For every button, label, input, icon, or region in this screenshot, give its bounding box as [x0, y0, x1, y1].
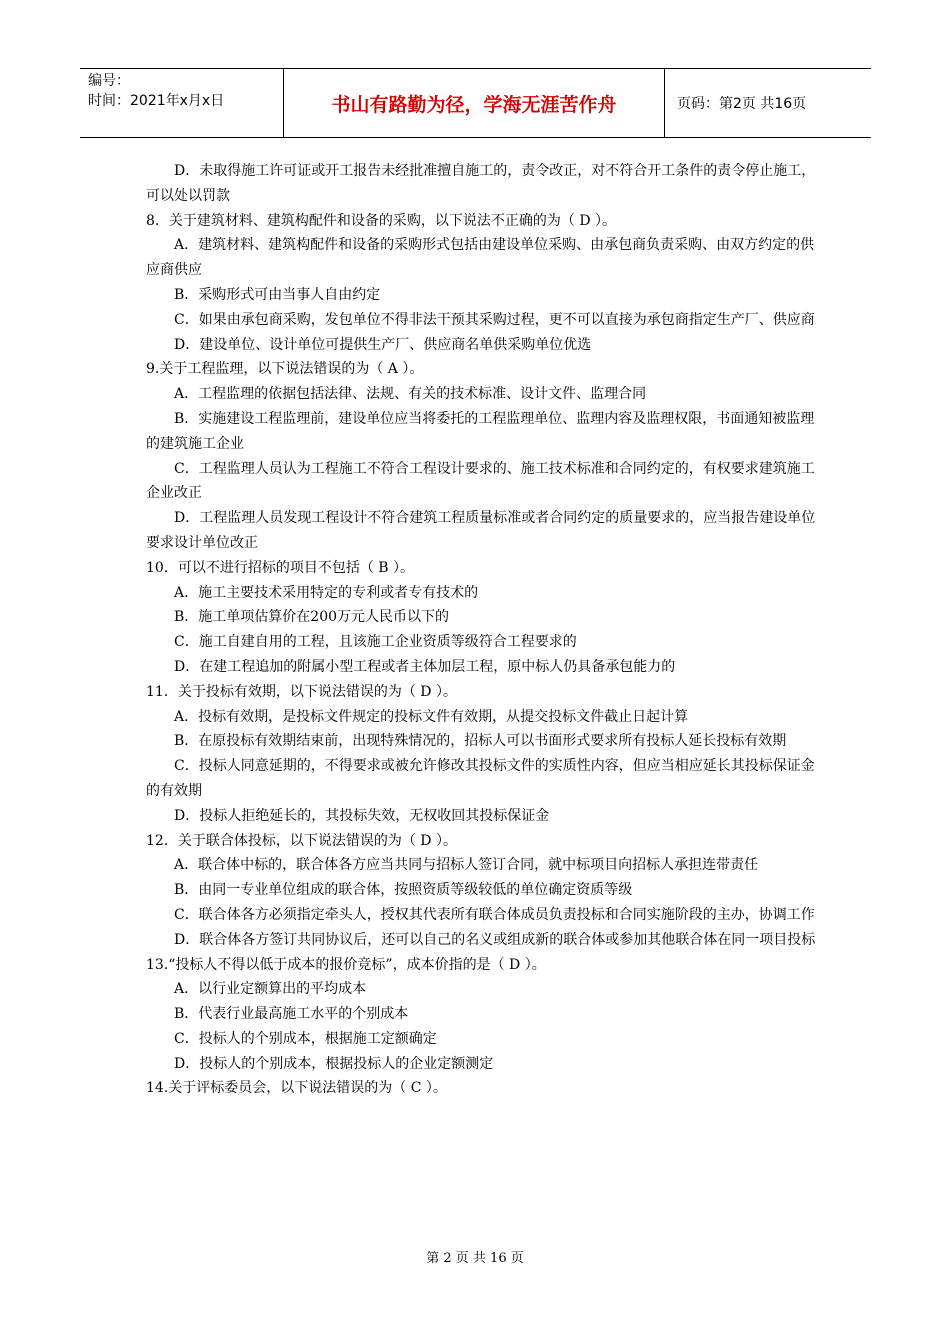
answer-option: D．建设单位、设计单位可提供生产厂、供应商名单供采购单位优选 [174, 336, 592, 353]
header-page-info: 页码：第2页 共16页 [677, 96, 807, 112]
answer-option: B．在原投标有效期结束前，出现特殊情况的，招标人可以书面形式要求所有投标人延长投标有效期 [174, 733, 787, 750]
answer-option: A．工程监理的依据包括法律、法规、有关的技术标准、设计文件、监理合同 [174, 386, 647, 403]
answer-option: B．采购形式可由当事人自由约定 [174, 286, 381, 303]
answer-option: A．联合体中标的，联合体各方应当共同与招标人签订合同，就中标项目向招标人承担连带责任 [174, 857, 759, 874]
answer-option: D．未取得施工许可证或开工报告未经批准擅自施工的，责令改正，对不符合开工条件的责令停止施工，可以处以罚款 [146, 163, 816, 204]
answer-option: A．施工主要技术采用特定的专利或者专有技术的 [174, 584, 479, 601]
answer-option: D．投标人的个别成本，根据投标人的企业定额测定 [174, 1055, 494, 1072]
header-motto: 书山有路勤为径，学海无涯苦作舟 [284, 69, 665, 137]
answer-option: A．以行业定额算出的平均成本 [174, 981, 367, 998]
answer-option: A．建筑材料、建筑构配件和设备的采购形式包括由建设单位采购、由承包商负责采购、由双方约定的供应商供应 [146, 237, 815, 279]
answer-option: D．投标人拒绝延长的，其投标失效，无权收回其投标保证金 [174, 807, 550, 824]
answer-option: D．联合体各方签订共同协议后，还可以自己的名义或组成新的联合体或参加其他联合体在同一项目投标 [174, 931, 816, 948]
answer-option: B．施工单项估算价在200万元人民币以下的 [174, 609, 450, 626]
answer-option: C．投标人的个别成本，根据施工定额确定 [174, 1030, 437, 1047]
answer-option: C．施工自建自用的工程，且该施工企业资质等级符合工程要求的 [174, 634, 577, 651]
answer-option: C．联合体各方必须指定牵头人，授权其代表所有联合体成员负责投标和合同实施阶段的主办，协调工作 [174, 906, 815, 923]
answer-option: A．投标有效期，是投标文件规定的投标文件有效期，从提交投标文件截止日起计算 [174, 708, 689, 725]
question-stem: 10．可以不进行招标的项目不包括（ B ）。 [146, 559, 415, 576]
page-footer: 第 2 页 共 16 页 [426, 1251, 524, 1266]
answer-option: C．投标人同意延期的，不得要求或被允许修改其投标文件的实质性内容，但应当相应延长其投标保证金的有效期 [146, 758, 815, 799]
answer-option: B．实施建设工程监理前，建设单位应当将委托的工程监理单位、监理内容及监理权限，书面通知被监理的建筑施工企业 [146, 410, 815, 452]
answer-option: B．代表行业最高施工水平的个别成本 [174, 1006, 409, 1023]
number-label: 编号： [88, 73, 130, 89]
page-header [80, 68, 871, 138]
question-stem: 8．关于建筑材料、建筑构配件和设备的采购，以下说法不正确的为（ D ）。 [146, 212, 617, 229]
question-stem: 13.“投标人不得以低于成本的报价竞标”，成本价指的是（ D ）。 [146, 956, 546, 973]
answer-option: C．工程监理人员认为工程施工不符合工程设计要求的、施工技术标准和合同约定的，有权要求建筑施工企业改正 [146, 460, 815, 502]
time-label: 时间：2021年x月x日 [88, 93, 225, 109]
question-stem: 12．关于联合体投标，以下说法错误的为（ D ）。 [146, 832, 457, 849]
answer-option: D．在建工程追加的附属小型工程或者主体加层工程，原中标人仍具备承包能力的 [174, 658, 676, 675]
answer-option: C．如果由承包商采购，发包单位不得非法干预其采购过程，更不可以直接为承包商指定生产厂、供应商 [174, 311, 815, 328]
header-meta [80, 69, 284, 137]
question-stem: 11．关于投标有效期，以下说法错误的为（ D ）。 [146, 683, 457, 700]
answer-option: B．由同一专业单位组成的联合体，按照资质等级较低的单位确定资质等级 [174, 882, 633, 899]
question-stem: 14.关于评标委员会，以下说法错误的为（ C ）。 [146, 1080, 447, 1097]
document-body [146, 159, 816, 1101]
answer-option: D．工程监理人员发现工程设计不符合建筑工程质量标准或者合同约定的质量要求的，应当报告建设单位要求设计单位改正 [146, 510, 816, 551]
question-stem: 9.关于工程监理，以下说法错误的为（ A ）。 [146, 361, 424, 378]
